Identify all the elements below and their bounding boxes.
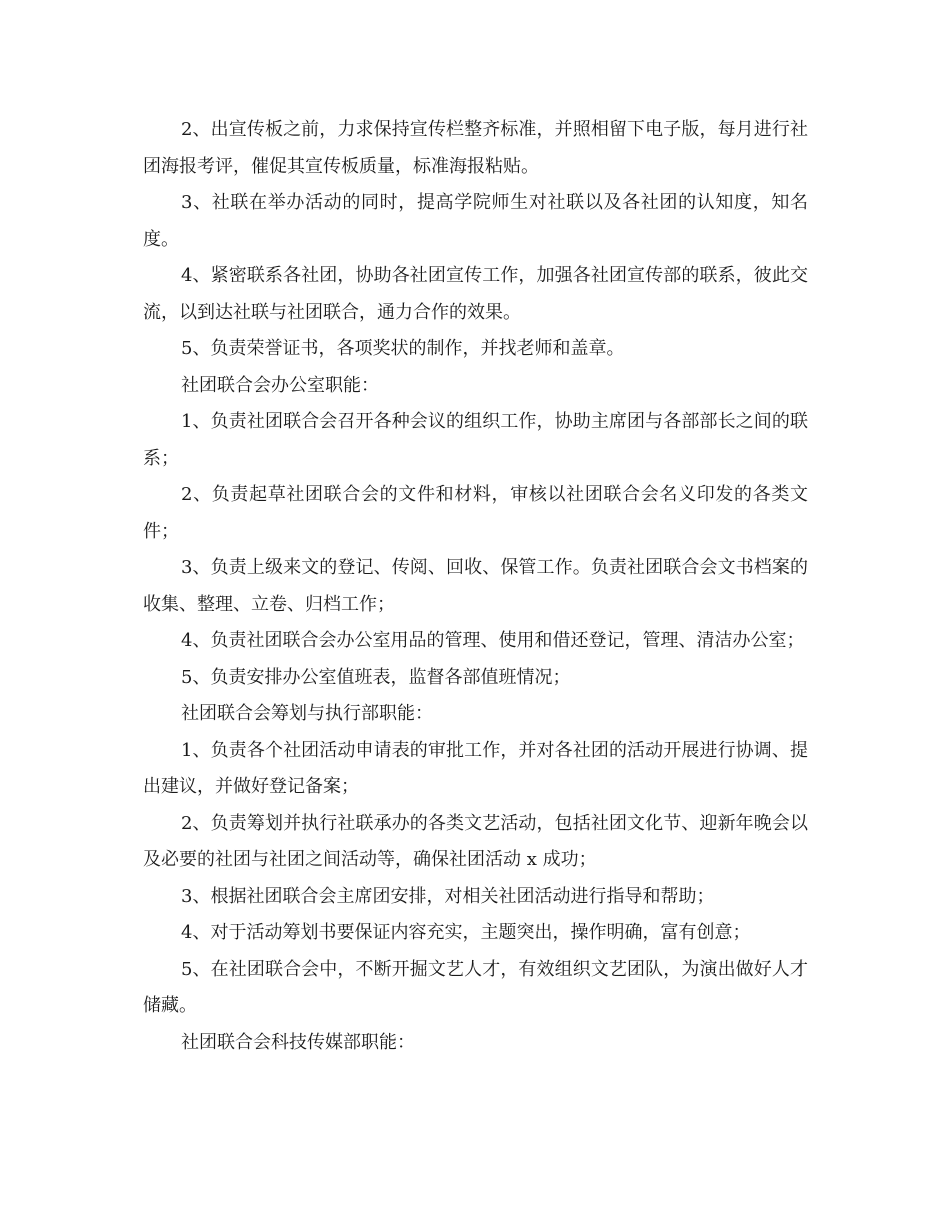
section-heading: 社团联合会筹划与执行部职能：	[181, 703, 433, 724]
section-heading: 社团联合会办公室职能：	[181, 374, 379, 396]
paragraph: 1、负责各个社团活动申请表的审批工作，并对各社团的活动开展进行协调、提出建议，并做好登记备案；	[143, 739, 808, 797]
section-heading: 社团联合会科技传媒部职能：	[181, 1031, 415, 1053]
paragraph: 5、负责安排办公室值班表，监督各部值班情况；	[181, 666, 571, 688]
paragraph: 4、对于活动筹划书要保证内容充实，主题突出，操作明确，富有创意；	[181, 922, 751, 943]
paragraph: 4、紧密联系各社团，协助各社团宣传工作，加强各社团宣传部的联系，彼此交流，以到达社联与社团联合，通力合作的效果。	[143, 265, 808, 323]
paragraph: 3、负责上级来文的登记、传阅、回收、保管工作。负责社团联合会文书档案的收集、整理、立卷、归档工作；	[143, 557, 808, 615]
paragraph: 4、负责社团联合会办公室用品的管理、使用和借还登记，管理、清洁办公室；	[181, 630, 805, 651]
document-page	[143, 112, 808, 1061]
paragraph: 3、根据社团联合会主席团安排，对相关社团活动进行指导和帮助；	[181, 885, 715, 907]
paragraph: 1、负责社团联合会召开各种会议的组织工作，协助主席团与各部部长之间的联系；	[143, 411, 808, 469]
paragraph: 5、在社团联合会中，不断开掘文艺人才，有效组织文艺团队，为演出做好人才储藏。	[143, 958, 808, 1016]
paragraph: 2、负责起草社团联合会的文件和材料，审核以社团联合会名义印发的各类文件；	[143, 484, 808, 542]
paragraph: 5、负责荣誉证书，各项奖状的制作，并找老师和盖章。	[181, 338, 625, 359]
paragraph: 2、负责筹划并执行社联承办的各类文艺活动，包括社团文化节、迎新年晚会以及必要的社团与社团之间活动等，确保社团活动 x 成功；	[143, 812, 808, 870]
paragraph: 2、出宣传板之前，力求保持宣传栏整齐标准，并照相留下电子版，每月进行社团海报考评，催促其宣传板质量，标准海报粘贴。	[143, 119, 808, 177]
paragraph: 3、社联在举办活动的同时，提高学院师生对社联以及各社团的认知度，知名度。	[143, 192, 808, 250]
